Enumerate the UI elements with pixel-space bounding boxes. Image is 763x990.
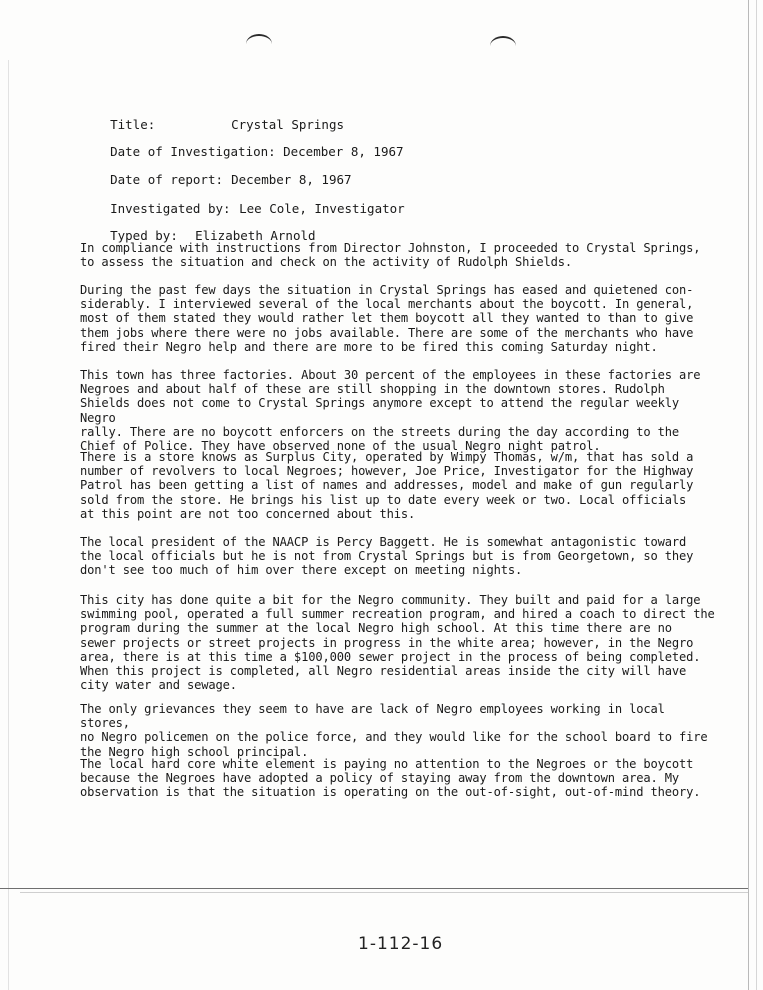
typed-by-value: Elizabeth Arnold [195, 228, 316, 243]
paragraph-7: The only grievances they seem to have are lack of Negro employees working in local stores, no Negro policemen on the police force, and they would like for the school board to fire the Negro high school principal. [80, 702, 708, 759]
date-investigation-value: December 8, 1967 [283, 144, 404, 159]
paragraph-8: The local hard core white element is paying no attention to the Negroes or the boycott because the Negroes have adopted a policy of staying away from the downtown area. My observation is that the situation is operating on the out-of-sight, out-of-mind theory. [80, 757, 701, 800]
fold-line [0, 888, 748, 889]
paragraph-5: The local president of the NAACP is Percy Baggett. He is somewhat antagonistic toward the local officials but he is not from Crystal Springs but is from Georgetown, so they don't see too much of him over there except on meeting nights. [80, 535, 694, 578]
punch-hole-left [246, 34, 272, 54]
date-report-label: Date of report: [110, 172, 223, 187]
paragraph-3: This town has three factories. About 30 percent of the employees in these factories are Negroes and about half of these are still shopping in the downtown stores. Rudolph Shields does not come to Crystal Springs anymore except to attend the regular weekly Negro rally. There are no boycott enforcers on the streets during the day according to the Chief of Police. They have observed none of the usual Negro night patrol. [80, 368, 701, 454]
fold-line-shadow [20, 892, 748, 893]
paragraph-1: In compliance with instructions from Director Johnston, I proceeded to Crystal Springs, to assess the situation and check on the activity of Rudolph Shields. [80, 241, 701, 270]
title-value: Crystal Springs [231, 117, 344, 132]
investigated-by-label: Investigated by: [110, 201, 231, 216]
page-edge-left [8, 60, 9, 990]
title-label: Title: [110, 117, 156, 132]
page-edge-right [748, 0, 749, 990]
punch-hole-right [490, 36, 516, 56]
date-investigation-label: Date of Investigation: [110, 144, 276, 159]
paragraph-6: This city has done quite a bit for the Negro community. They built and paid for a large swimming pool, operated a full summer recreation program, and hired a coach to direct the program during the summer at the local Negro high school. At this time there are no sewer projects or street projects in progress in the white area; however, in the Negro area, there is at this time a $100,000 sewer project in the process of being completed. When this project is completed, all Negro residential areas inside the city will have city water and sewage. [80, 593, 715, 693]
page-edge-right-shadow [756, 0, 757, 990]
handwritten-file-number: 1-112-16 [358, 934, 444, 954]
investigated-by-value: Lee Cole, Investigator [239, 201, 405, 216]
paragraph-2: During the past few days the situation in Crystal Springs has eased and quietened con- siderably. I interviewed several of the local merchants about the boycott. In general, most of them stated they would rather let them boycott all they wanted to than to give them jobs where there were no jobs available. There are some of the merchants who have fired their Negro help and there are more to be fired this coming Saturday night. [80, 283, 694, 354]
date-report-value: December 8, 1967 [231, 172, 352, 187]
paragraph-4: There is a store knows as Surplus City, operated by Wimpy Thomas, w/m, that has sold a number of revolvers to local Negroes; however, Joe Price, Investigator for the Highway Patrol has been getting a list of names and addresses, model and make of gun regularly sold from the store. He brings his list up to date every week or two. Local officials at this point are not too concerned about this. [80, 450, 694, 521]
typed-by-label: Typed by: [110, 228, 178, 243]
